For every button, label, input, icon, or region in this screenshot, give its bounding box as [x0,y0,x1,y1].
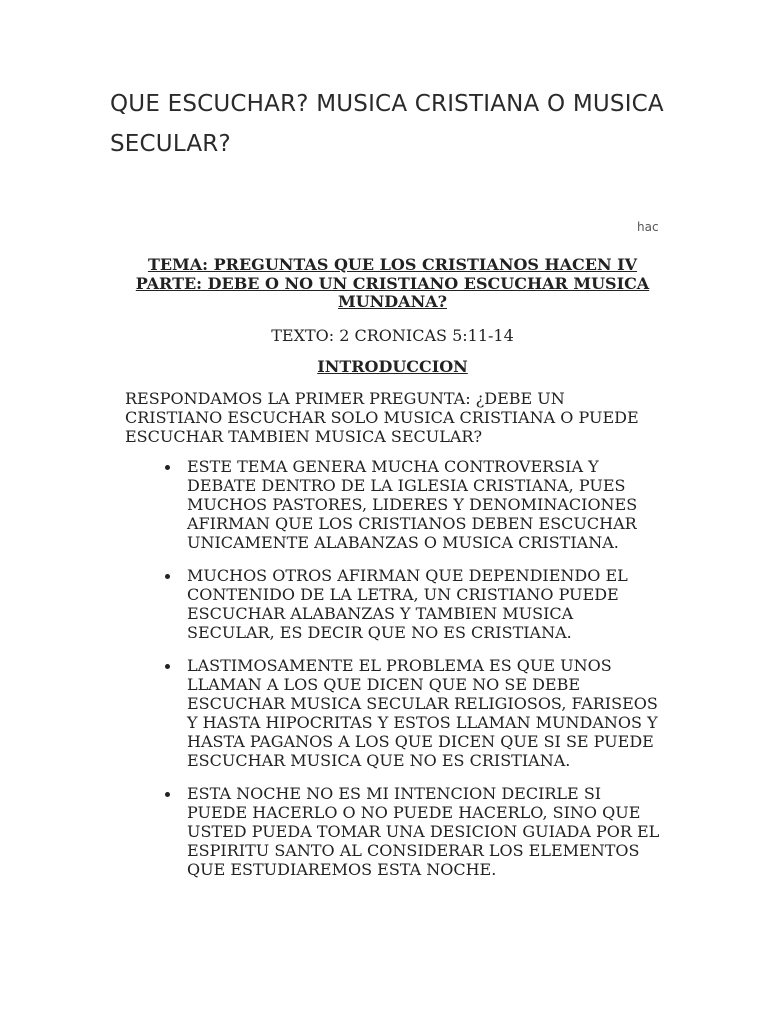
texto-reference: TEXTO: 2 CRONICAS 5:11-14 [271,325,514,345]
page-title: QUE ESCUCHAR? MUSICA CRISTIANA O MUSICA SECULAR? [110,91,664,157]
bullet-icon [165,465,170,470]
list-item [125,566,660,642]
corner-note: hac [637,220,659,234]
list-item-text: MUCHOS OTROS AFIRMAN QUE DEPENDIENDO EL CONTENIDO DE LA LETRA, UN CRISTIANO PUEDE ESCUCHAR ALABANZAS Y TAMBIEN MUSICA SECULAR, ES DECIR QUE NO ES CRISTIANA. [187,565,628,642]
list-item [125,656,660,770]
list-item-text: LASTIMOSAMENTE EL PROBLEMA ES QUE UNOS LLAMAN A LOS QUE DICEN QUE NO SE DEBE ESCUCHAR MUSICA SECULAR RELIGIOSOS, FARISEOS Y HASTA HIPOCRITAS Y ESTOS LLAMAN MUNDANOS Y HASTA PAGANOS A LOS QUE DICEN QUE SI SE PUEDE ESCUCHAR MUSICA QUE NO ES CRISTIANA. [187,655,658,770]
document-body [125,256,660,893]
tema-heading: TEMA: PREGUNTAS QUE LOS CRISTIANOS HACEN IV PARTE: DEBE O NO UN CRISTIANO ESCUCHAR MUSICA MUNDANA? [135,255,650,311]
lead-paragraph: RESPONDAMOS LA PRIMER PREGUNTA: ¿DEBE UN CRISTIANO ESCUCHAR SOLO MUSICA CRISTIANA O PUEDE ESCUCHAR TAMBIEN MUSICA SECULAR? [125,388,639,446]
list-item [125,457,660,552]
bullet-list [125,457,660,879]
list-item [125,784,660,879]
bullet-icon [165,664,170,669]
bullet-icon [165,574,170,579]
introduccion-heading: INTRODUCCION [317,356,468,376]
list-item-text: ESTE TEMA GENERA MUCHA CONTROVERSIA Y DEBATE DENTRO DE LA IGLESIA CRISTIANA, PUES MUCHOS PASTORES, LIDERES Y DENOMINACIONES AFIRMAN QUE LOS CRISTIANOS DEBEN ESCUCHAR UNICAMENTE ALABANZAS O MUSICA CRISTIANA. [187,456,638,552]
bullet-icon [165,792,170,797]
list-item-text: ESTA NOCHE NO ES MI INTENCION DECIRLE SI PUEDE HACERLO O NO PUEDE HACERLO, SINO QUE USTED PUEDA TOMAR UNA DESICION GUIADA POR EL ESPIRITU SANTO AL CONSIDERAR LOS ELEMENTOS QUE ESTUDIAREMOS ESTA NOCHE. [187,783,660,879]
